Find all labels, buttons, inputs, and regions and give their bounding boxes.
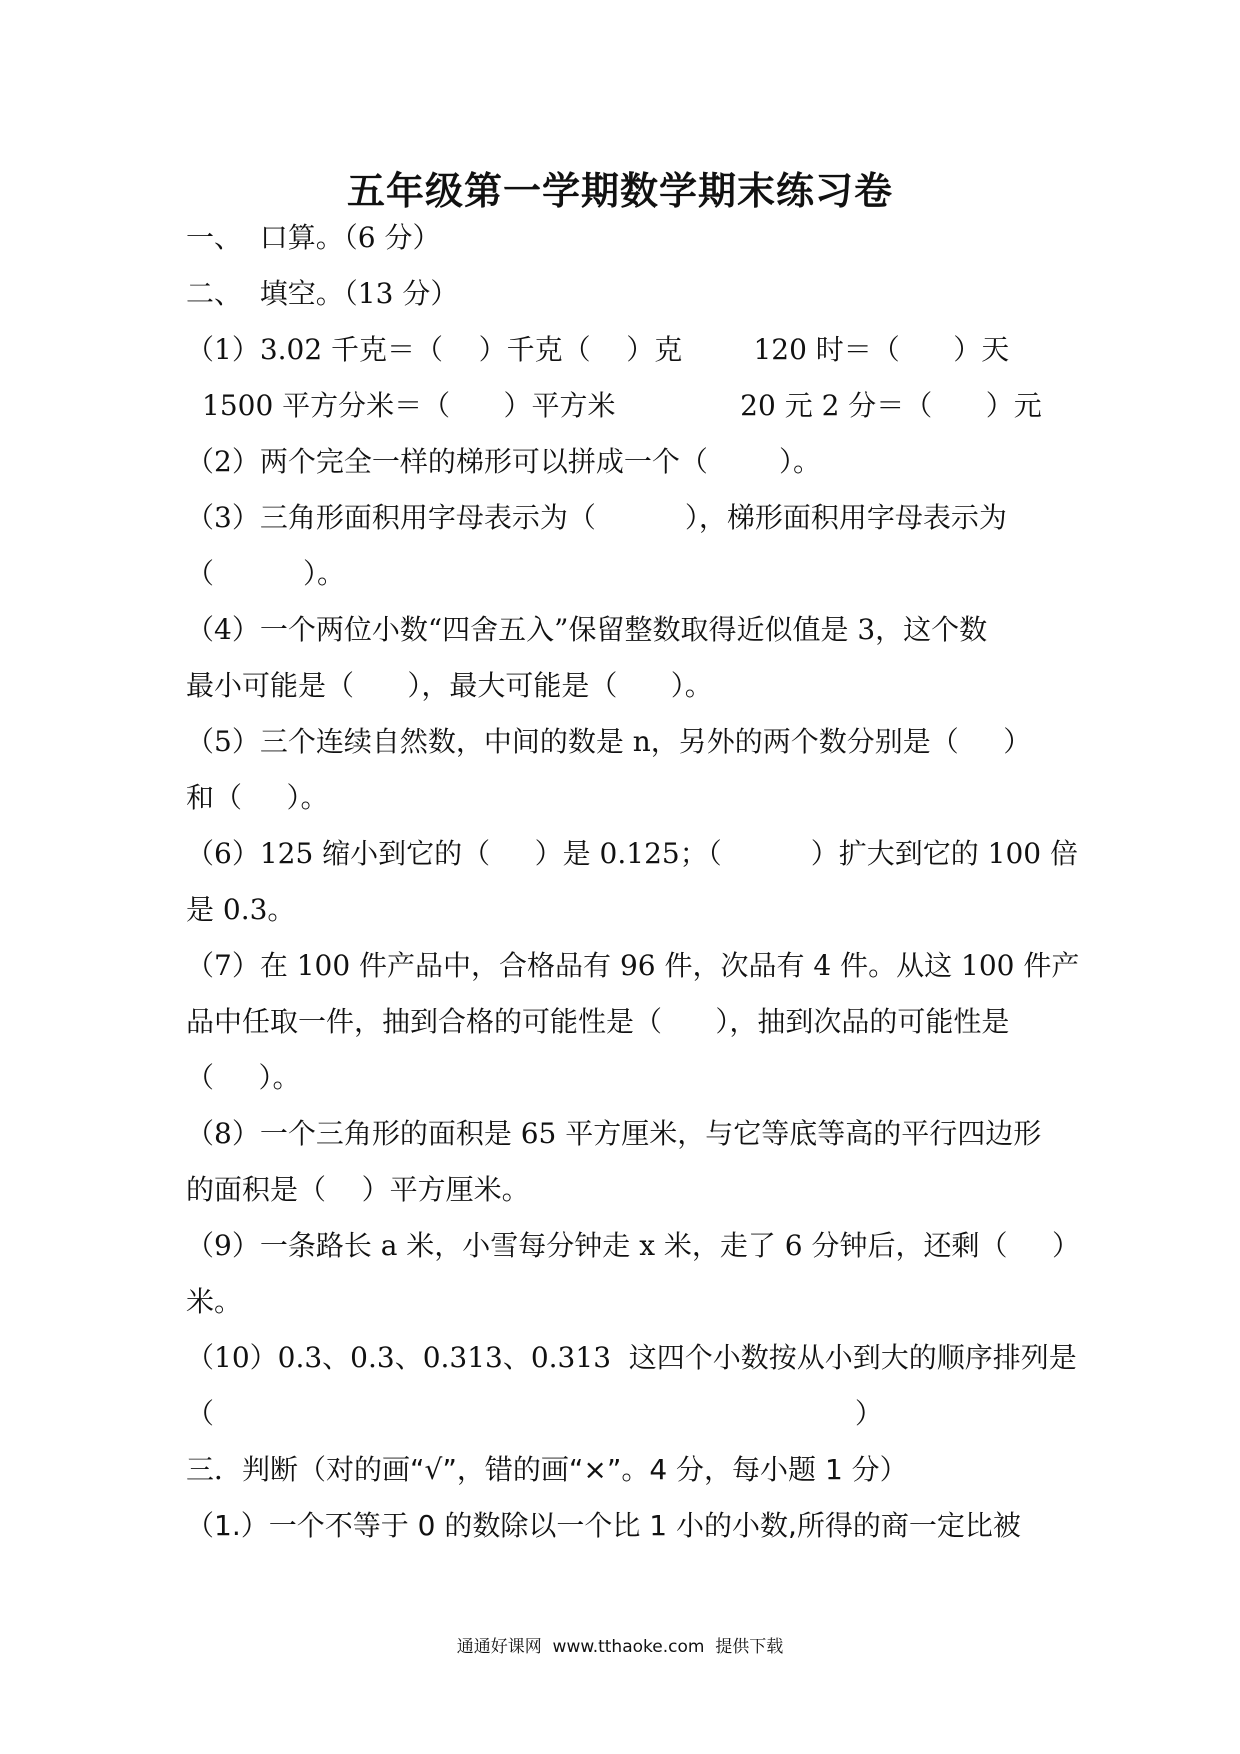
footer-credit: 通通好课网 www.tthaoke.com 提供下载 — [456, 1637, 784, 1657]
question-5-line-1: （5）三个连续自然数，中间的数是 n，另外的两个数分别是（ ） — [186, 725, 1032, 758]
question-7-line-2: 品中任取一件，抽到合格的可能性是（ ），抽到次品的可能性是 — [186, 1005, 1010, 1038]
question-1-line-1: （1）3.02 千克＝（ ）千克（ ）克 120 时＝（ ）天 — [186, 333, 1010, 366]
question-3-line-2: （ ）。 — [186, 557, 346, 590]
question-6-line-2: 是 0.3。 — [186, 893, 296, 926]
section-1-heading: 一、 口算。（6 分） — [186, 221, 441, 254]
question-10-line-2: （ ） — [186, 1397, 883, 1430]
question-1-line-2: 1500 平方分米＝（ ）平方米 20 元 2 分＝（ ）元 — [202, 389, 1042, 422]
question-7-line-3: （ ）。 — [186, 1061, 301, 1094]
question-4-line-1: （4）一个两位小数“四舍五入”保留整数取得近似值是 3，这个数 — [186, 613, 988, 646]
question-2: （2）两个完全一样的梯形可以拼成一个（ ）。 — [186, 445, 822, 478]
section-3-heading: 三．判断（对的画“√”，错的画“×”。4 分，每小题 1 分） — [186, 1453, 908, 1486]
question-9-line-2: 米。 — [186, 1285, 243, 1318]
question-8-line-1: （8）一个三角形的面积是 65 平方厘米，与它等底等高的平行四边形 — [186, 1117, 1042, 1150]
question-8-line-2: 的面积是（ ）平方厘米。 — [186, 1173, 530, 1206]
question-4-line-2: 最小可能是（ ），最大可能是（ ）。 — [186, 669, 713, 702]
question-6-line-1: （6）125 缩小到它的（ ）是 0.125；（ ）扩大到它的 100 倍 — [186, 837, 1078, 870]
question-9-line-1: （9）一条路长 a 米，小雪每分钟走 x 米，走了 6 分钟后，还剩（ ） — [186, 1229, 1081, 1262]
judgement-1-line-1: （1.）一个不等于 0 的数除以一个比 1 小的小数,所得的商一定比被 — [186, 1509, 1021, 1542]
question-3-line-1: （3）三角形面积用字母表示为（ ），梯形面积用字母表示为 — [186, 501, 1007, 534]
question-7-line-1: （7）在 100 件产品中，合格品有 96 件，次品有 4 件。从这 100 件产 — [186, 949, 1080, 982]
question-5-line-2: 和（ ）。 — [186, 781, 329, 814]
page-title: 五年级第一学期数学期末练习卷 — [346, 169, 893, 213]
question-10-line-1: （10）0.3、0.3、0.313、0.313 这四个小数按从小到大的顺序排列是 — [186, 1341, 1077, 1374]
section-2-heading: 二、 填空。（13 分） — [186, 277, 459, 310]
